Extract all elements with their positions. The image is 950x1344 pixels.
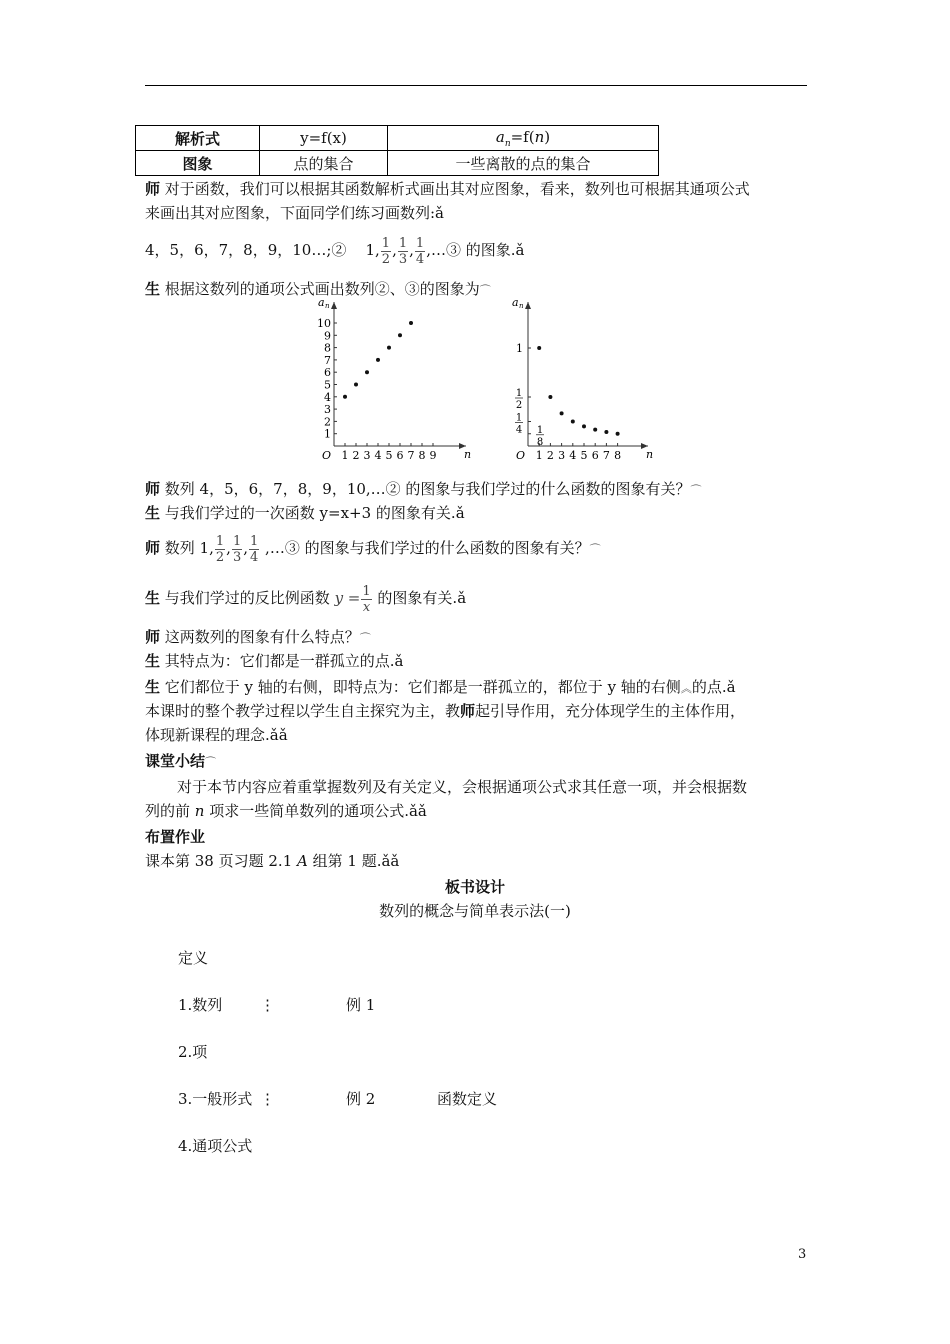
header-rule [145,85,807,86]
board-definition: 定义 [178,949,209,967]
origin-label: O [322,449,332,462]
board-item-3: 3.一般形式 [178,1090,253,1108]
data-point [398,333,402,337]
y-tick-label-denominator: 4 [515,424,523,436]
section-title-summary: 课堂小结⌒ [145,752,217,770]
table-cell: 一些离散的点的集合 [388,151,659,176]
chart-sequence-3 [500,296,655,462]
board-function-definition: 函数定义 [437,1090,498,1108]
paragraph-teacher-1: 师 对于函数，我们可以根据其函数解析式画出其对应图象，看来，数列也可根据其通项公式 [145,180,750,198]
data-point [548,395,552,399]
x-tick-label: 4 [569,449,577,462]
data-point [593,428,597,432]
x-tick-label: 4 [374,449,382,462]
board-subtitle: 数列的概念与简单表示法(一) [379,902,571,920]
y-tick-label: 2 [324,415,331,429]
board-vdots: ⋮ [260,1090,275,1108]
y-tick-label: 8 [324,341,331,355]
board-example-2: 例 2 [346,1090,376,1108]
comparison-table [135,125,659,176]
paragraph-teacher-3: 师 数列 1, $\frac{1}{2}$ , $\frac{1}{3}$ , $\frac{1}{4}$ ,…③ 的图象与我们学过的什么函数的图象有关？⌒ [145,533,601,565]
table-cell: 解析式 [136,126,260,151]
x-axis-label: n [646,448,654,461]
data-point [343,395,347,399]
y-tick-label: 9 [324,329,331,343]
table-row [136,151,659,176]
y-tick-label-denominator: 2 [515,400,523,411]
x-tick-label: 3 [558,449,566,462]
paragraph-student-1: 生 根据这数列的通项公式画出数列②、③的图象为⌒ [145,280,491,298]
y-axis-label: a [512,296,519,309]
y-tick-label: 6 [324,366,331,380]
paragraph-student-2: 生 与我们学过的一次函数 y=x+3 的图象有关.ǎ [145,504,465,522]
y-tick-label-numerator: 1 [515,412,523,424]
y-axis-label: a [318,296,325,309]
fraction: $\frac{1}{x}$ [362,583,371,615]
data-point [365,370,369,374]
y-axis-label-subscript: n [519,302,524,310]
paragraph-student-4: 生 其特点为：它们都是一群孤立的点.ǎ [145,652,404,670]
fraction: $\frac{1}{4}$ [415,235,425,267]
x-tick-label: 9 [429,449,437,462]
data-point [537,346,541,350]
paragraph-student-3: 生 与我们学过的反比例函数 y = $\frac{1}{x}$ 的图象有关.ǎ [145,583,467,615]
data-point [582,424,586,428]
fraction: $\frac{1}{4}$ [250,533,259,565]
y-axis-label-subscript: n [325,302,330,310]
x-tick-label: 1 [535,449,543,462]
summary-line: 对于本节内容应着重掌握数列及有关定义，会根据通项公式求其任意一项，并会根据数 [177,778,748,796]
table-cell: 点的集合 [260,151,388,176]
table-row [136,126,659,151]
x-tick-label: 8 [418,449,426,462]
board-example-1: 例 1 [346,996,376,1014]
data-point [354,383,358,387]
table-cell: $a_n=f(n)$ [388,126,659,151]
data-point [571,420,575,424]
origin-label: O [516,449,526,462]
board-vdots: ⋮ [260,996,275,1014]
y-axis-arrow [525,302,531,309]
y-tick-label: 10 [317,317,331,330]
paragraph-teacher-4: 师 这两数列的图象有什么特点？⌒ [145,628,371,646]
paragraph-note-line: 本课时的整个教学过程以学生自主探究为主，教师起引导作用，充分体现学生的主体作用， [145,702,746,720]
x-tick-label: 3 [363,449,371,462]
x-tick-label: 7 [407,449,415,462]
table-cell: 图象 [136,151,260,176]
paragraph-teacher-1-cont: 来画出其对应图象，下面同学们练习画数列:ǎ [145,204,444,222]
y-tick-label-denominator: 8 [536,436,544,448]
sequence-line: 4，5，6，7，8，9，10…;② 1, $\frac{1}{2}$ , $\frac{1}{3}$ , $\frac{1}{4}$ ,…③ 的图象.ǎ [145,235,525,267]
data-point [376,358,380,362]
paragraph-note-line: 体现新课程的理念.ǎǎ [145,726,288,744]
data-point [409,321,413,325]
board-item-1: 1.数列 [178,996,223,1014]
x-tick-label: 6 [591,449,599,462]
y-tick-label: 3 [324,403,331,417]
y-tick-label: 7 [324,353,331,367]
y-tick-label-numerator: 1 [515,388,523,399]
paragraph-student-5: 生 它们都位于 y 轴的右侧，即特点为：它们都是一群孤立的，都位于 y 轴的右侧︽的点.ǎ [145,678,736,696]
fraction: $\frac{1}{3}$ [232,533,242,565]
board-item-2: 2.项 [178,1043,208,1061]
x-tick-label: 6 [396,449,404,462]
summary-line: 列的前 n 项求一些简单数列的通项公式.ǎǎ [145,802,427,820]
board-title: 板书设计 [444,878,505,896]
page-number: 3 [798,1247,807,1262]
y-tick-label-numerator: 1 [536,424,544,436]
x-tick-label: 5 [385,449,393,462]
board-item-4: 4.通项公式 [178,1137,253,1155]
data-point [616,432,620,436]
x-tick-label: 1 [341,449,349,462]
chart-sequence-2 [300,296,475,462]
homework-line: 课本第 38 页习题 2.1 A 组第 1 题.ǎǎ [145,852,400,870]
y-tick-label: 4 [324,390,331,404]
x-axis-label: n [464,448,472,461]
x-tick-label: 8 [614,449,622,462]
x-tick-label: 7 [602,449,610,462]
y-tick-label: 5 [324,378,331,392]
x-tick-label: 2 [352,449,360,462]
table-cell: y=f(x) [260,126,388,151]
section-title-homework: 布置作业 [145,828,206,846]
x-tick-label: 5 [580,449,588,462]
data-point [560,411,564,415]
data-point [604,430,608,434]
fraction: $\frac{1}{3}$ [398,235,408,267]
y-axis-arrow [331,302,337,309]
data-point [387,346,391,350]
y-tick-label: 1 [324,427,331,441]
x-tick-label: 2 [546,449,554,462]
fraction: $\frac{1}{2}$ [381,235,391,267]
fraction: $\frac{1}{2}$ [215,533,225,565]
paragraph-teacher-2: 师 数列 4，5，6，7，8，9，10,…② 的图象与我们学过的什么函数的图象有关？⌒ [145,480,702,498]
y-tick-label: 1 [516,342,523,355]
